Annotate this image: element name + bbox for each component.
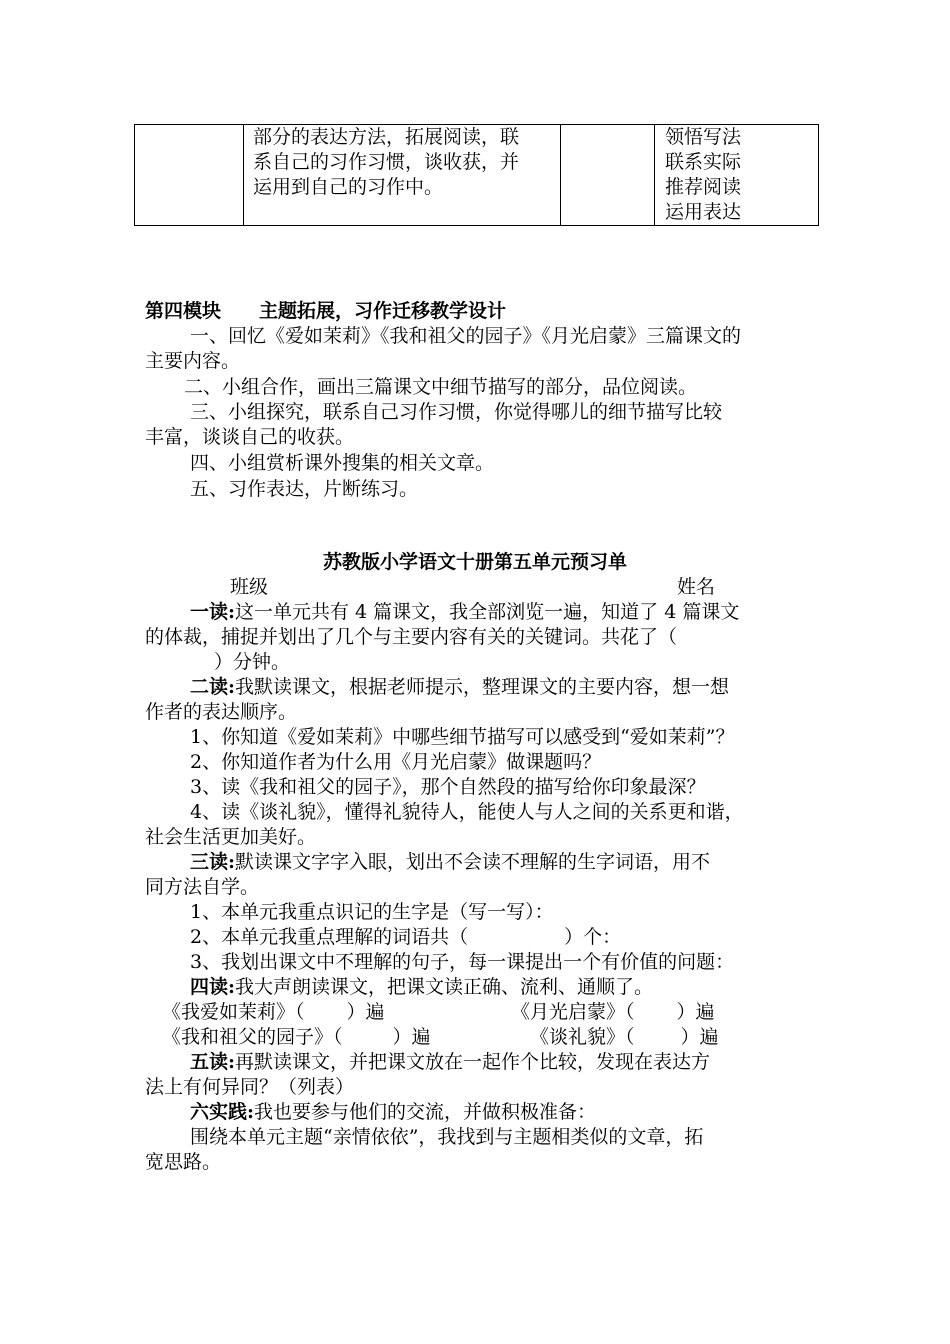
paragraph-line — [190, 675, 729, 700]
paragraph-line — [190, 975, 653, 1000]
reading-unit: ）遍 — [680, 1026, 719, 1048]
question-text: 2、本单元我重点理解的词语共（ — [190, 926, 469, 948]
reading-title: 《我爱如茉莉》（ — [162, 1001, 305, 1023]
paragraph-line: 五、习作表达，片断练习。 — [190, 478, 419, 500]
paragraph-line: ）分钟。 — [214, 651, 291, 673]
module-heading-title: 主题拓展，习作迁移教学设计 — [259, 300, 507, 322]
table-cell-1 — [135, 125, 244, 226]
reading-title: 《我和祖父的园子》（ — [162, 1026, 343, 1048]
table-row — [135, 125, 819, 226]
paragraph-line: 二、小组合作，画出三篇课文中细节描写的部分，品位阅读。 — [184, 376, 698, 398]
cell-text-line: 联系实际 — [665, 151, 742, 173]
step-text: 这一单元共有 4 篇课文，我全部浏览一遍，知道了 4 篇课文 — [235, 601, 740, 623]
step-text: 我默读课文，根据老师提示，整理课文的主要内容，想一想 — [235, 676, 730, 698]
reading-unit: ）遍 — [392, 1026, 431, 1048]
cell-text-line: 系自己的习作习惯，谈收获，并 — [253, 151, 520, 173]
reading-title: 《谈礼貌》（ — [530, 1026, 635, 1048]
step-text: 我也要参与他们的交流，并做积极准备： — [254, 1101, 597, 1123]
question-line: 3、读《我和祖父的园子》，那个自然段的描写给你印象最深？ — [190, 776, 706, 798]
question-line: 4、读《谈礼貌》，懂得礼貌待人，能使人与人之间的关系更和谐， — [190, 801, 744, 823]
step-text: 默读课文字字入眼，划出不会读不理解的生字词语，用不 — [235, 851, 711, 873]
paragraph-line: 同方法自学。 — [145, 876, 260, 898]
module-heading — [145, 299, 506, 324]
table-cell-3 — [561, 125, 655, 226]
question-text: ）个： — [564, 926, 622, 948]
reading-count — [530, 1025, 719, 1050]
question-line — [190, 925, 621, 950]
paragraph-line: 宽思路。 — [145, 1151, 222, 1173]
paragraph-line: 丰富，谈谈自己的收获。 — [145, 426, 355, 448]
paragraph-line: 主要内容。 — [145, 350, 241, 372]
paragraph-line: 作者的表达顺序。 — [145, 701, 298, 723]
reading-count — [162, 1025, 431, 1050]
question-line: 1、本单元我重点识记的生字是（写一写）： — [190, 901, 554, 923]
paragraph-line: 一、回忆《爱如茉莉》《我和祖父的园子》《月光启蒙》三篇课文的 — [190, 325, 742, 347]
cell-text-line: 部分的表达方法，拓展阅读，联 — [253, 126, 520, 148]
question-line: 1、你知道《爱如茉莉》中哪些细节描写可以感受到“爱如茉莉”？ — [190, 726, 735, 748]
table-cell-4 — [655, 125, 819, 226]
class-label: 班级 — [230, 576, 269, 598]
reading-count — [511, 1000, 715, 1025]
name-label: 姓名 — [677, 576, 716, 598]
paragraph-line — [190, 1050, 710, 1075]
step-text: 我大声朗读课文，把课文读正确、流利、通顺了。 — [235, 976, 654, 998]
step-label: 二读: — [190, 676, 236, 698]
paragraph-line — [190, 850, 710, 875]
cell-text-line: 领悟写法 — [665, 126, 742, 148]
question-line: 3、我划出课文中不理解的句子，每一课提出一个有价值的问题： — [190, 951, 735, 973]
step-text: 再默读课文，并把课文放在一起作个比较，发现在表达方 — [235, 1051, 711, 1073]
paragraph-line: 法上有何异同？（列表） — [145, 1076, 355, 1098]
lesson-table — [134, 124, 819, 226]
step-label: 五读: — [190, 1051, 236, 1073]
cell-text-line: 运用到自己的习作中。 — [253, 176, 444, 198]
step-label: 四读: — [190, 976, 236, 998]
paragraph-line: 三、小组探究，联系自己习作习惯，你觉得哪儿的细节描写比较 — [190, 401, 723, 423]
paragraph-line: 的体裁，捕捉并划出了几个与主要内容有关的关键词。共花了（ — [145, 626, 678, 648]
paragraph-line: 四、小组赏析课外搜集的相关文章。 — [190, 452, 495, 474]
cell-text-line: 运用表达 — [665, 201, 742, 223]
reading-count — [162, 1000, 385, 1025]
cell-text-line: 推荐阅读 — [665, 176, 742, 198]
question-line: 2、你知道作者为什么用《月光启蒙》做课题吗？ — [190, 751, 602, 773]
paragraph-line — [190, 1100, 596, 1125]
step-label: 三读: — [190, 851, 236, 873]
module-heading-number: 第四模块 — [145, 300, 222, 322]
step-label: 一读: — [190, 601, 236, 623]
reading-unit: ）遍 — [676, 1001, 715, 1023]
step-label: 六实践: — [190, 1101, 255, 1123]
worksheet-title: 苏教版小学语文十册第五单元预习单 — [322, 551, 627, 573]
paragraph-line — [190, 600, 739, 625]
paragraph-line: 社会生活更加美好。 — [145, 826, 317, 848]
reading-unit: ）遍 — [346, 1001, 385, 1023]
reading-title: 《月光启蒙》（ — [511, 1001, 635, 1023]
paragraph-line: 围绕本单元主题“亲情依依”，我找到与主题相类似的文章，拓 — [190, 1126, 704, 1148]
table-cell-2 — [244, 125, 561, 226]
